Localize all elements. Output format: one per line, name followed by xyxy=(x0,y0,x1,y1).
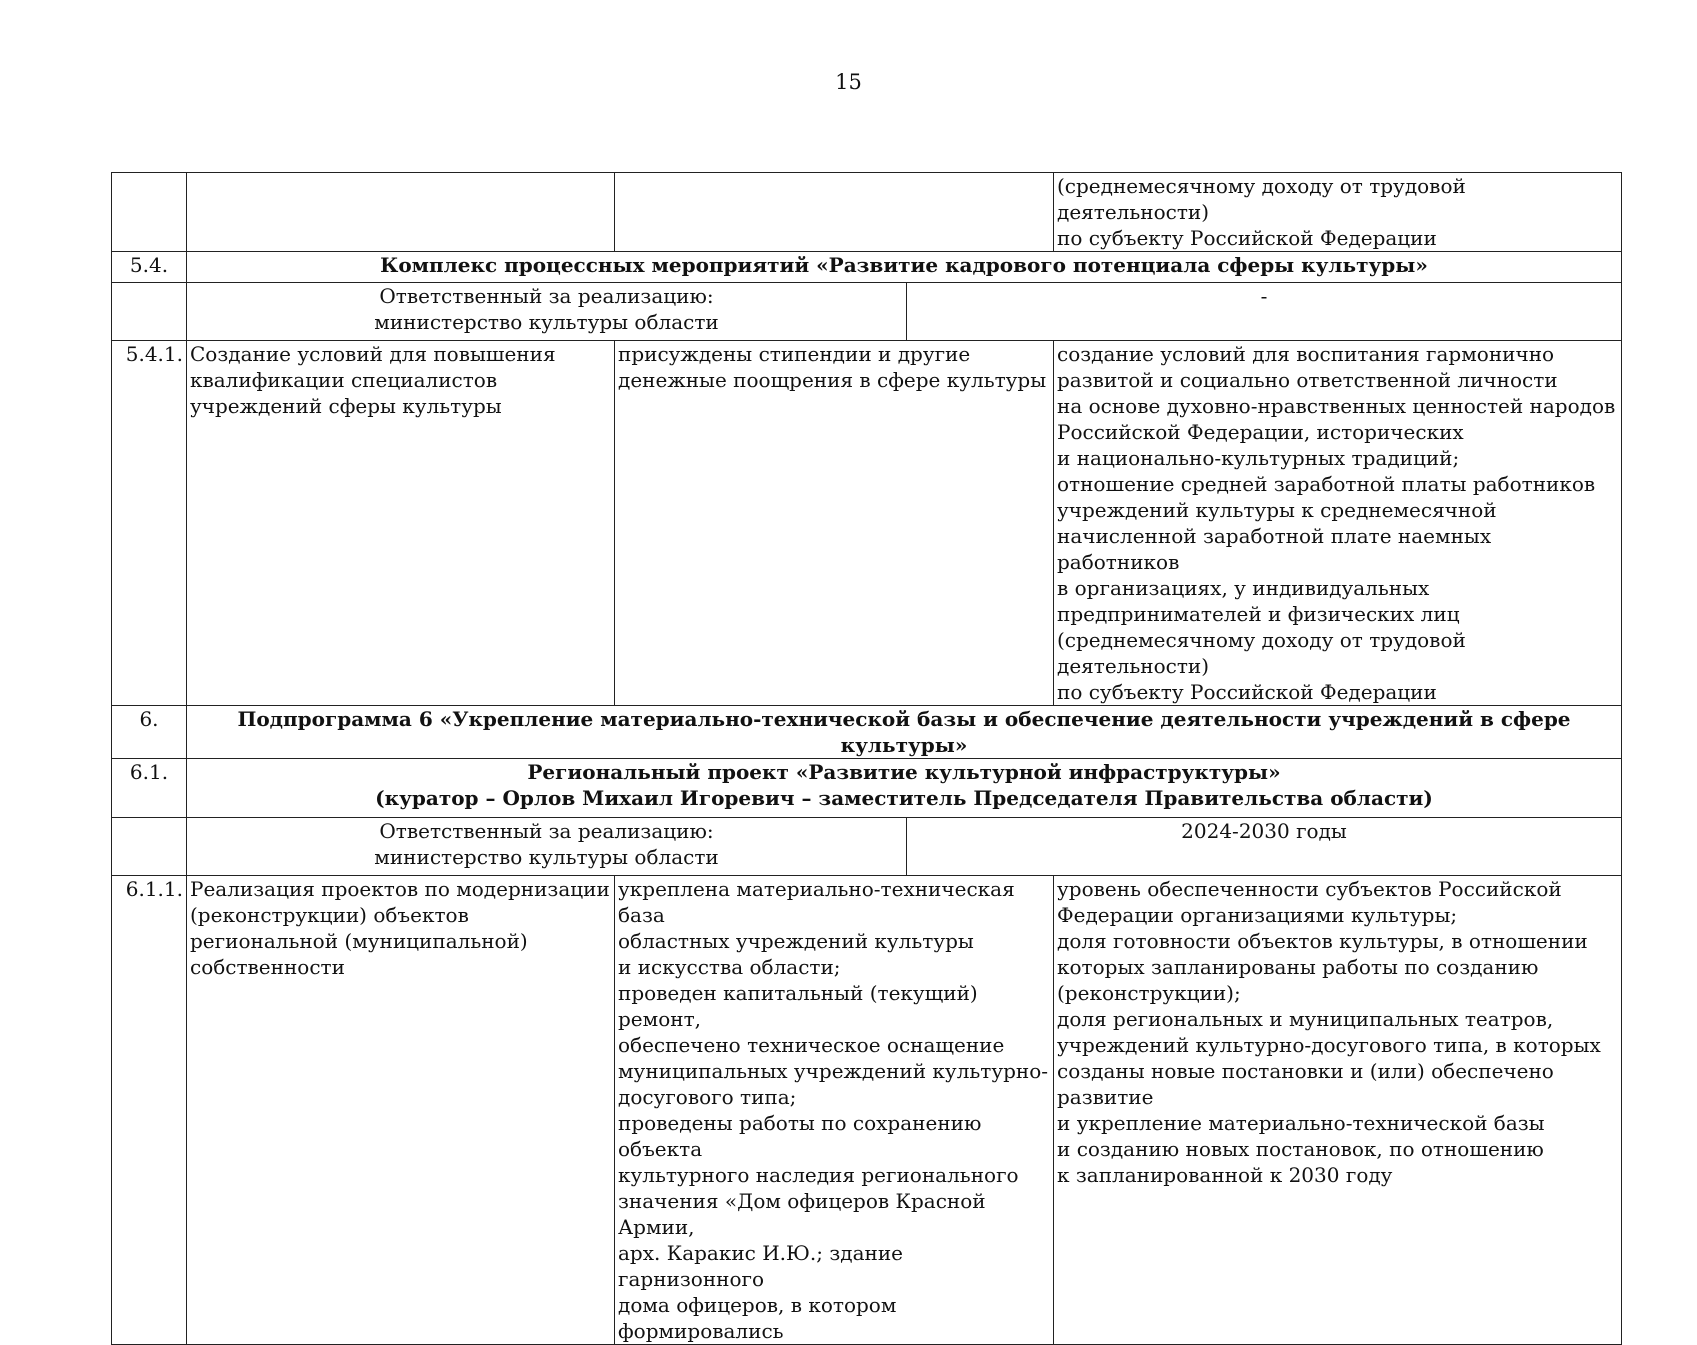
indicator-cell: уровень обеспеченности субъектов Российской Федерации организациями культуры; доля готовности объектов культуры, в отношении которых запланированы работы по созданию (реконструкции); доля региональных и муниципальных театров, учреждений культурно-досугового типа, в которых созданы новые постановки и (или) обеспечено развитие и укрепление материально-технической базы и созданию новых постановок, по отношению к запланированной к 2030 году xyxy=(1054,876,1622,1345)
responsible-label: Ответственный за реализацию: министерство культуры области xyxy=(187,283,907,341)
result-cell: присуждены стипендии и другие денежные поощрения в сфере культуры xyxy=(615,341,1054,706)
row-number: 6.1.1. xyxy=(112,876,187,1345)
table-row-6-1 xyxy=(112,759,1622,818)
table-row-5-4 xyxy=(112,252,1622,283)
section-heading: Региональный проект «Развитие культурной инфраструктуры» (куратор – Орлов Михаил Игоревич – заместитель Председателя Правительства области) xyxy=(187,759,1622,818)
row-number: 5.4.1. xyxy=(112,341,187,706)
page-number: 15 xyxy=(835,70,862,94)
section-heading: Комплекс процессных мероприятий «Развитие кадрового потенциала сферы культуры» xyxy=(187,252,1622,283)
task-cell: Создание условий для повышения квалификации специалистов учреждений сферы культуры xyxy=(187,341,615,706)
row-number: 5.4. xyxy=(112,252,187,283)
row-number: 6. xyxy=(112,706,187,759)
row-number-cell xyxy=(112,173,187,252)
program-table xyxy=(111,172,1622,1345)
result-cell: укреплена материально-техническая база областных учреждений культуры и искусства области; проведен капитальный (текущий) ремонт, обеспечено техническое оснащение муниципальных учреждений культурно- досугового типа; проведены работы по сохранению объекта культурного наследия регионального значения «Дом офицеров Красной Армии, арх. Каракис И.Ю.; здание гарнизонного дома офицеров, в котором формировались xyxy=(615,876,1054,1345)
indicator-cell: создание условий для воспитания гармонично развитой и социально ответственной личности на основе духовно-нравственных ценностей народов Российской Федерации, исторических и национально-культурных традиций; отношение средней заработной платы работников учреждений культуры к среднемесячной начисленной заработной плате наемных работников в организациях, у индивидуальных предпринимателей и физических лиц (среднемесячному доходу от трудовой деятельности) по субъекту Российской Федерации xyxy=(1054,341,1622,706)
responsible-period: 2024-2030 годы xyxy=(907,818,1622,876)
table-row-6-1-responsible xyxy=(112,818,1622,876)
result-cell xyxy=(615,173,1054,252)
section-heading: Подпрограмма 6 «Укрепление материально-технической базы и обеспечение деятельности учреждений в сфере культуры» xyxy=(187,706,1622,759)
table-row-continuation xyxy=(112,173,1622,252)
task-cell: Реализация проектов по модернизации (реконструкции) объектов региональной (муниципальной) собственности xyxy=(187,876,615,1345)
row-number: 6.1. xyxy=(112,759,187,818)
row-number-cell xyxy=(112,818,187,876)
responsible-period: - xyxy=(907,283,1622,341)
responsible-label: Ответственный за реализацию: министерство культуры области xyxy=(187,818,907,876)
table-row-5-4-1 xyxy=(112,341,1622,706)
task-cell xyxy=(187,173,615,252)
table-row-6 xyxy=(112,706,1622,759)
row-number-cell xyxy=(112,283,187,341)
indicator-cell: (среднемесячному доходу от трудовой деятельности) по субъекту Российской Федерации xyxy=(1054,173,1622,252)
table-row-6-1-1 xyxy=(112,876,1622,1345)
table-row-5-4-responsible xyxy=(112,283,1622,341)
